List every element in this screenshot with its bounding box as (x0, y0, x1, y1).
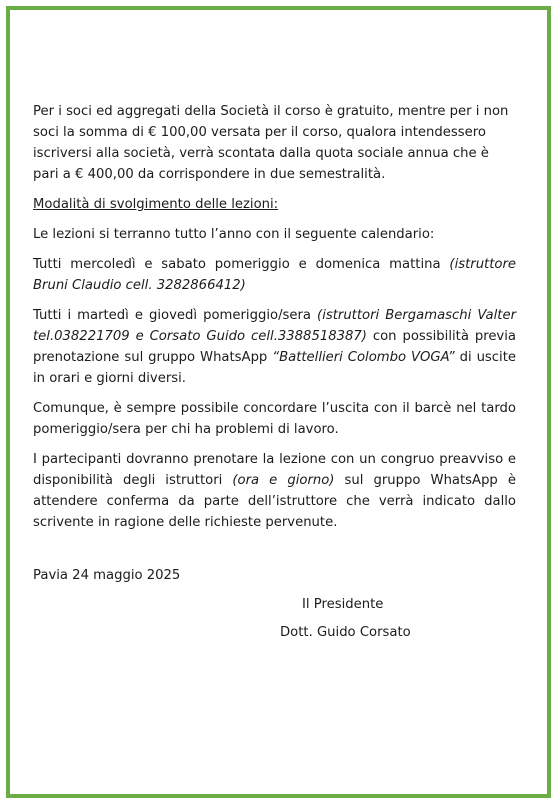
schedule-weekend-text: Tutti mercoledì e sabato pomeriggio e domenica mattina (33, 257, 450, 272)
paragraph-evening-option: Comunque, è sempre possibile concordare l’uscita con il barcè nel tardo pomeriggio/sera per chi ha problemi di lavoro. (33, 401, 516, 437)
booking-text-end: di uscite in orari e giorni diversi. (33, 350, 516, 386)
paragraph-schedule-weekday (33, 305, 516, 389)
paragraph-schedule-weekend (33, 254, 516, 296)
instructors-contacts: (istruttori Bergamaschi Valter tel.038221709 e Corsato Guido cell.3388518387) (33, 308, 516, 344)
section-heading: Modalità di svolgimento delle lezioni: (33, 197, 279, 212)
booking-text: con possibilità previa prenotazione sul gruppo WhatsApp (33, 329, 516, 365)
booking-rules-text: I partecipanti dovranno prenotare la lezione con un congruo preavviso e disponibilità degli istruttori (33, 452, 516, 488)
document-body (33, 101, 516, 542)
paragraph-calendar-intro: Le lezioni si terranno tutto l’anno con il seguente calendario: (33, 227, 435, 242)
instructor-bruni-contact: (istruttore Bruni Claudio cell. 3282866412) (33, 257, 516, 293)
booking-rules-text-end: sul gruppo WhatsApp è attendere conferma da parte dell’istruttore che verrà indicato dallo scrivente in ragione delle richieste pervenute. (33, 473, 516, 530)
signature-title: Il Presidente (302, 597, 384, 612)
schedule-weekday-text: Tutti i martedì e giovedì pomeriggio/sera (33, 308, 318, 323)
whatsapp-group-name: “Battellieri Colombo VOGA” (272, 350, 455, 365)
paragraph-booking-rules (33, 449, 516, 533)
booking-rules-italic: (ora e giorno) (232, 473, 335, 488)
paragraph-fees: Per i soci ed aggregati della Società il corso è gratuito, mentre per i non soci la somma di € 100,00 versata per il corso, qualora intendessero iscriversi alla società, verrà scontata dalla quota sociale annua che è pari a € 400,00 da corrispondere in due semestralità. (33, 104, 509, 182)
document-date: Pavia 24 maggio 2025 (33, 568, 181, 583)
signature-name: Dott. Guido Corsato (280, 625, 411, 640)
